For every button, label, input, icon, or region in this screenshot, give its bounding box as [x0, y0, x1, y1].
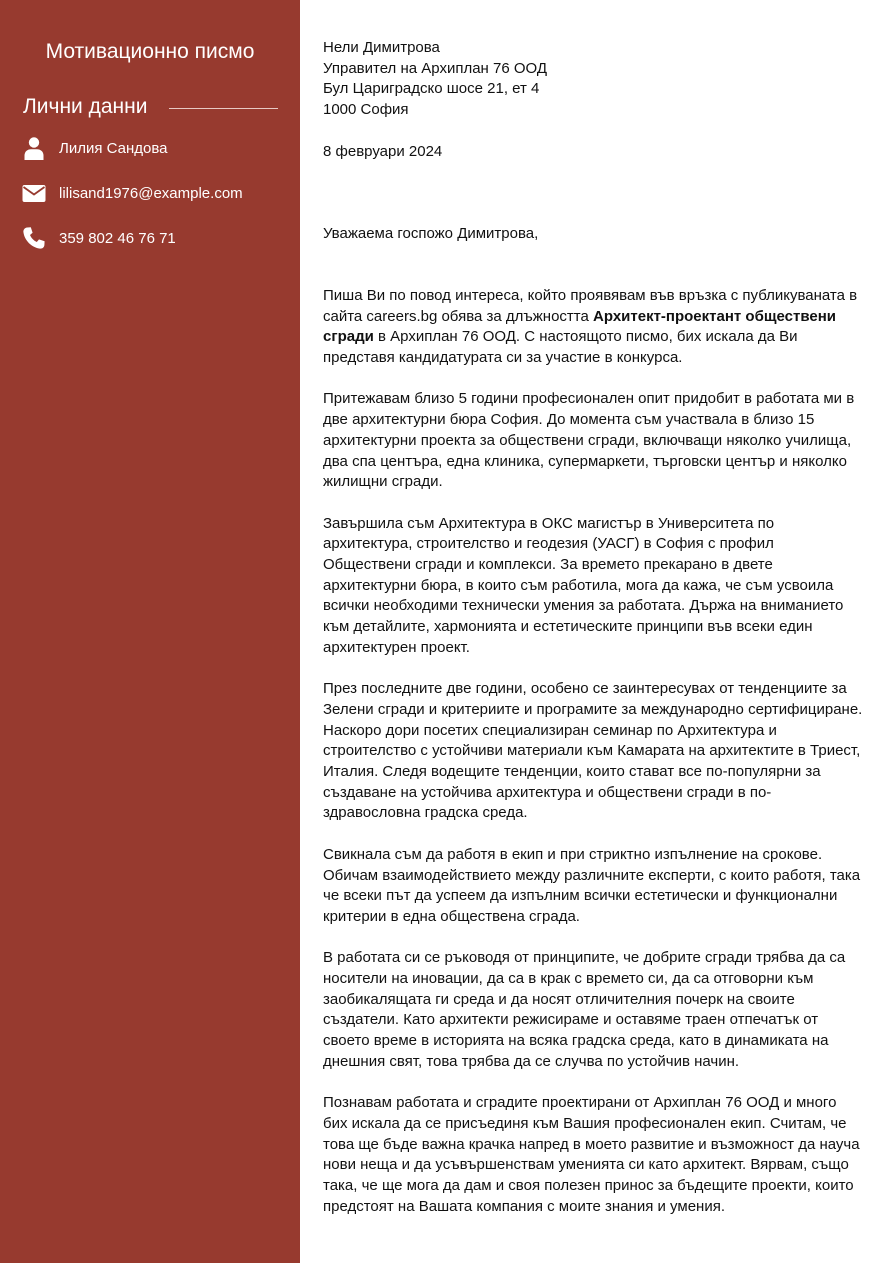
- document-title: Мотивационно писмо: [45, 40, 255, 63]
- sidebar: [0, 0, 300, 1263]
- contact-name: [22, 135, 168, 161]
- paragraph-5: Свикнала съм да работя в екип и при стриктно изпълнение на срокове. Обичам взаимодействието между различните експерти, с които работя, така че всеки път да успеем да изпълним всички естетически и функционални критерии в една обществена сграда.: [323, 845, 861, 925]
- paragraph-1: Пиша Ви по повод интереса, който проявявам във връзка с публикуваната в сайта careers.bg обява за длъжността Архитект-проектант обществени сгради в Архиплан 76 ООД. С настоящото писмо, бих искала да Ви представя кандидатурата си за участие в конкурса.: [323, 286, 858, 367]
- applicant-phone[interactable]: 359 802 46 76 71: [59, 229, 176, 247]
- paragraph-3: Завършила съм Архитектура в ОКС магистър в Университета по архитектура, строителство и геодезия (УАСГ) в София с профил Обществени сгради и комплекси. За времето прекарано в двете архитектурни бюра, в които съм работила, мога да кажа, че съм усвоила всички необходими технически умения за работата. Държа на вниманието към детайлите, хармонията и естетическите принципи във всеки един архитектурен проект.: [323, 514, 844, 656]
- letter-date: 8 февруари 2024: [323, 142, 443, 160]
- recipient-address: Бул Цариградско шосе 21, ет 4: [323, 80, 540, 98]
- user-icon: [22, 136, 46, 160]
- applicant-email[interactable]: lilisand1976@example.com: [59, 184, 243, 202]
- letter-body: [323, 38, 863, 1217]
- phone-icon: [22, 226, 46, 250]
- salutation: Уважаема госпожо Димитрова,: [323, 225, 539, 243]
- paragraph-4: През последните две години, особено се заинтересувах от тенденциите за Зелени сгради и критериите и програмите за международно сертифициране. Наскоро дори посетих специализиран семинар по Архитектура и строителство с устойчиви материали към Камарата на архитектите в Триест, Италия. Следя водещите тенденции, които стават все по-популярни за създаване на устойчива архитектура и обществени сгради в по-здравословна градска среда.: [323, 680, 863, 822]
- paragraph-6: В работата си се ръководя от принципите, че добрите сгради трябва да са носители на иновации, да са в крак с времето си, да са отговорни към заобикалящата ги среда и да носят отличителния почерк на своите създатели. Като архитекти режисираме и оставяме траен отпечатък от своето време в историята на всяка градска среда, като в динамиката на днешния свят, това трябва да се случва по устойчив начин.: [323, 949, 846, 1070]
- recipient-position: Управител на Архиплан 76 ООД: [323, 59, 548, 77]
- applicant-name: Лилия Сандова: [59, 139, 168, 157]
- personal-data-heading: [23, 94, 278, 120]
- section-divider: [169, 108, 278, 109]
- contact-phone: [22, 225, 176, 251]
- paragraph-2: Притежавам близо 5 години професионален опит придобит в работата ми в две архитектурни бюра София. До момента съм участвала в близо 15 архитектурни проекта за обществени сгради, включващи няколко училища, два спа центъра, една клиника, супермаркети, търговски център и няколко жилищни сгради.: [323, 390, 855, 491]
- contact-email: [22, 180, 243, 206]
- recipient-name: Нели Димитрова: [323, 39, 440, 56]
- job-title: Архитект-проектант обществени сгради: [323, 307, 836, 346]
- envelope-icon: [22, 181, 46, 205]
- paragraph-7: Познавам работата и сградите проектирани от Архиплан 76 ООД и много бих искала да се присъединя към Вашия професионален екип. Считам, че това ще бъде важна крачка напред в моето развитие и възможност да науча нови неща и да усъвършенствам уменията си като архитект. Вярвам, също така, че ще мога да дам и своя полезен принос за бъдещите проекти, които предстоят на Вашата компания с моите знания и умения.: [323, 1094, 860, 1215]
- recipient-city: 1000 София: [323, 101, 409, 119]
- section-label: Лични данни: [23, 95, 148, 118]
